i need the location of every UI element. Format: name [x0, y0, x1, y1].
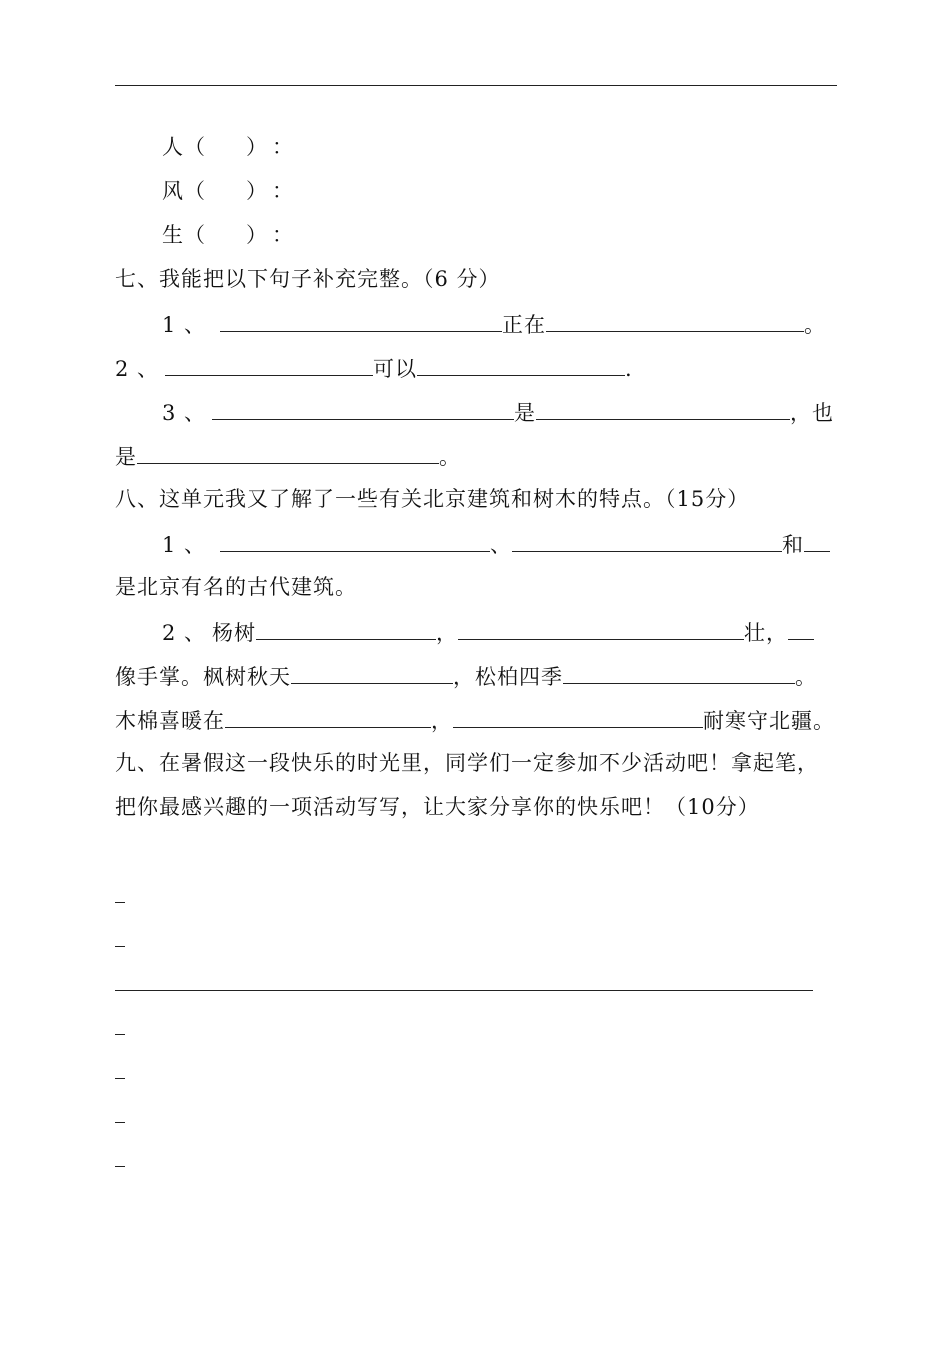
blank-field[interactable]	[220, 309, 502, 332]
blank-field[interactable]	[165, 353, 373, 376]
header-rule	[115, 85, 837, 86]
blank-field[interactable]	[546, 309, 804, 332]
q6-item-feng: 风（ ） ：	[162, 179, 294, 203]
q8-sentence-2-line2: 像手掌。枫树秋天 ，松柏四季 。	[115, 661, 817, 691]
writing-line[interactable]	[115, 990, 813, 991]
blank-field[interactable]	[563, 661, 795, 684]
q9-title-line2: 把你最感兴趣的一项活动写写，让大家分享你的快乐吧！（10分）	[115, 795, 760, 819]
blank-field[interactable]	[137, 441, 439, 464]
writing-line[interactable]	[115, 1078, 125, 1079]
blank-field[interactable]	[212, 397, 514, 420]
q8-sentence-1: 1 、 、 和	[162, 529, 830, 559]
blank-field[interactable]	[225, 705, 431, 728]
q7-sentence-2: 2 、 可以 .	[115, 353, 633, 383]
q8-sentence-1-cont: 是北京有名的古代建筑。	[115, 575, 357, 599]
blank-field[interactable]	[788, 617, 814, 640]
q8-title: 八、这单元我又了解了一些有关北京建筑和树木的特点。（15分）	[115, 487, 750, 511]
writing-line[interactable]	[115, 1166, 125, 1167]
writing-line[interactable]	[115, 1034, 125, 1035]
blank-field[interactable]	[512, 529, 782, 552]
blank-field[interactable]	[291, 661, 453, 684]
blank-field[interactable]	[458, 617, 744, 640]
q7-sentence-1: 1 、 正在 。	[162, 309, 826, 339]
writing-line[interactable]	[115, 946, 125, 947]
blank-field[interactable]	[417, 353, 625, 376]
q6-item-sheng: 生（ ） ：	[162, 223, 294, 247]
blank-field[interactable]	[536, 397, 790, 420]
q8-sentence-2: 2 、 杨树 ， 壮，	[162, 617, 814, 647]
q8-sentence-2-line3: 木棉喜暖在 ， 耐寒守北疆。	[115, 705, 835, 735]
q7-sentence-3: 3 、 是 ，也	[162, 397, 834, 427]
blank-field[interactable]	[453, 705, 703, 728]
blank-field[interactable]	[220, 529, 490, 552]
q6-item-ren: 人（ ） ：	[162, 135, 294, 159]
blank-field[interactable]	[804, 529, 830, 552]
q9-title-line1: 九、在暑假这一段快乐的时光里，同学们一定参加不少活动吧！拿起笔，	[115, 751, 819, 775]
q7-sentence-3-cont: 是 。	[115, 441, 461, 471]
writing-line[interactable]	[115, 1122, 125, 1123]
q7-title: 七、我能把以下句子补充完整。（6 分）	[115, 267, 501, 291]
blank-field[interactable]	[256, 617, 436, 640]
writing-line[interactable]	[115, 902, 125, 903]
